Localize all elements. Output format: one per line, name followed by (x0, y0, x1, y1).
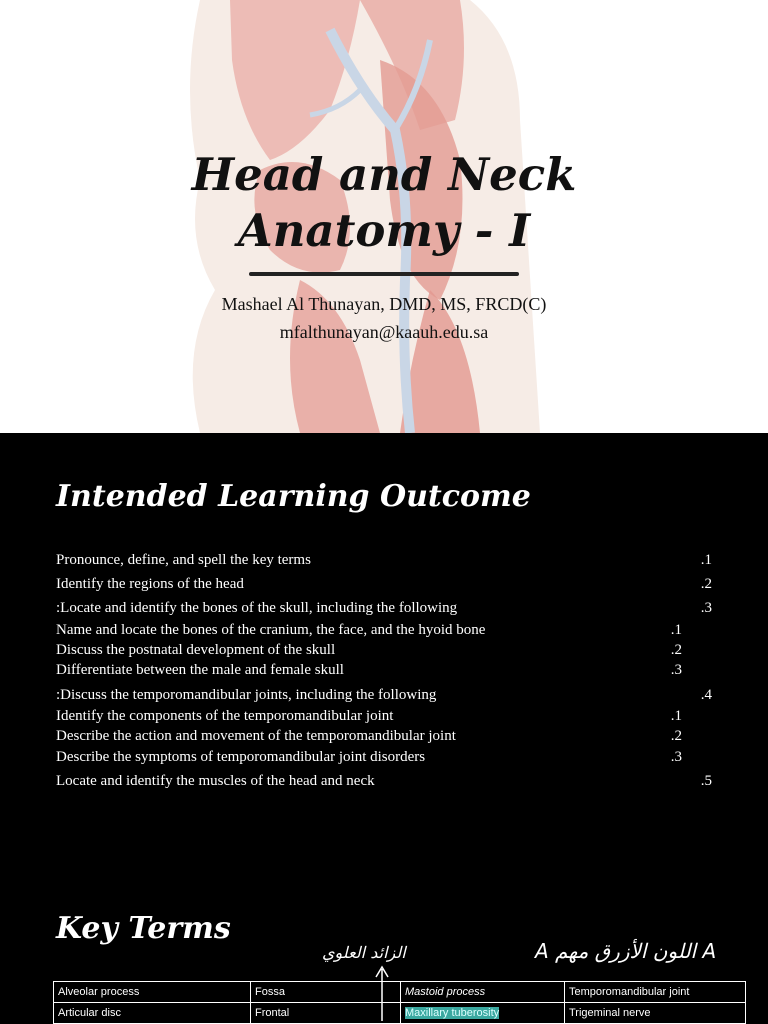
title-underline (249, 272, 519, 276)
outcome-text: Discuss the postnatal development of the skull (56, 642, 336, 658)
outcome-text: Describe the symptoms of temporomandibular joint disorders (56, 749, 426, 765)
author-email: mfalthunayan@kaauh.edu.sa (279, 322, 489, 342)
handwritten-note-left: الزائد العلوي (322, 943, 406, 962)
outcome-text: Locate and identify the muscles of the head and neck (56, 773, 375, 789)
content-slide (0, 433, 768, 1024)
outcome-number: .3 (700, 600, 712, 616)
table-row (54, 1003, 746, 1024)
table-cell: Temporomandibular joint (565, 982, 746, 1003)
key-terms-table (53, 981, 746, 1024)
outcome-text: Differentiate between the male and female skull (56, 662, 344, 678)
outcome-text: Describe the action and movement of the temporomandibular joint (56, 728, 456, 744)
outcome-number: .3 (670, 749, 682, 765)
highlighted-term: Maxillary tuberosity (405, 1007, 500, 1019)
outcome-text: Name and locate the bones of the cranium, the face, and the hyoid bone (56, 622, 486, 638)
outcome-number: .2 (670, 728, 682, 744)
outcome-text: Identify the regions of the head (56, 576, 244, 592)
author-name: Mashael Al Thunayan, DMD, MS, FRCD(C) (221, 294, 547, 314)
outcome-number: .2 (700, 576, 712, 592)
table-cell: Alveolar process (54, 982, 251, 1003)
cover-title-line2: Anatomy - I (237, 204, 531, 257)
outcome-text: :Discuss the temporomandibular joints, including the following (56, 687, 437, 703)
table-cell: Articular disc (54, 1003, 251, 1024)
outcome-text: Identify the components of the temporomandibular joint (56, 708, 394, 724)
outcome-number: .5 (700, 773, 712, 789)
outcome-number: .1 (670, 708, 682, 724)
table-cell: Trigeminal nerve (565, 1003, 746, 1024)
outcome-number: .1 (700, 552, 712, 568)
cover-slide (0, 0, 768, 433)
outcome-text: Pronounce, define, and spell the key terms (56, 552, 311, 568)
handwritten-note-right: A اللون الأزرق مهم A (535, 939, 717, 963)
outcome-text: :Locate and identify the bones of the skull, including the following (56, 600, 458, 616)
table-cell: Frontal (251, 1003, 401, 1024)
table-cell: Mastoid process (401, 982, 565, 1003)
outcome-number: .4 (700, 687, 712, 703)
cover-title-line1: Head and Neck (191, 148, 577, 201)
outcome-number: .3 (670, 662, 682, 678)
outcome-number: .2 (670, 642, 682, 658)
outcome-number: .1 (670, 622, 682, 638)
table-row (54, 982, 746, 1003)
outcomes-heading: Intended Learning Outcome (56, 479, 531, 514)
key-terms-heading: Key Terms (56, 911, 231, 946)
table-cell: Fossa (251, 982, 401, 1003)
table-cell-highlighted (401, 1003, 565, 1024)
